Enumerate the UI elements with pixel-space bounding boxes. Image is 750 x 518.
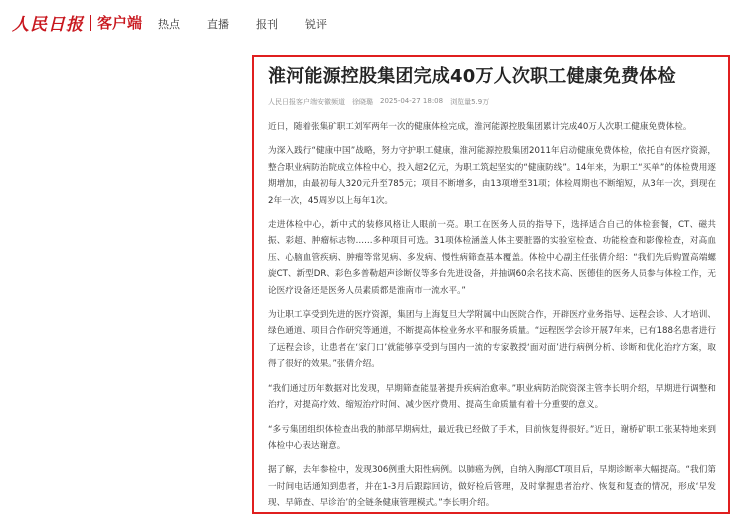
- article-views: 浏览量5.9万: [450, 98, 490, 106]
- logo-wordmark: 人民日报: [12, 15, 84, 35]
- article-paragraph: 据了解，去年参检中，发现306例重大阳性病例。以肺癌为例，自纳入胸部CT项目后，早期诊断率大幅提高。“我们第一时间电话通知到患者，并在1-3月后跟踪回访，做好检后管理，及时掌握患者治疗、恢复和复查的情况，形成‘早发现、早筛查、早诊治’的全链条健康管理模式。”李长明介绍。: [268, 465, 716, 509]
- nav-item-newspaper[interactable]: 报刊: [256, 18, 278, 31]
- article-paragraph: 为深入践行“健康中国”战略，努力守护职工健康，淮河能源控股集团2011年启动健康免费体检，依托自有医疗资源，整合职业病防治院成立体检中心，投入超2亿元，为职工筑起坚实的“健康防线”。14年来，为职工“买单”的体检费用逐期增加，由最初每人320元升至785元；项目不断增多，由13项增至31项；体检周期也不断缩短，从3年一次，到现在2年一次，45周岁以上每年1次。: [268, 146, 716, 206]
- main-nav: [158, 16, 354, 32]
- top-navigation-bar: [0, 0, 750, 46]
- nav-item-live[interactable]: 直播: [207, 18, 229, 31]
- article-paragraph: “多亏集团组织体检查出我的肺部早期病灶，最近我已经做了手术，目前恢复得很好。”近日，谢桥矿职工张某特地来到体检中心表达谢意。: [268, 424, 716, 451]
- nav-item-commentary[interactable]: 锐评: [305, 18, 327, 31]
- site-logo[interactable]: [12, 10, 142, 35]
- article-paragraph: 为让职工享受到先进的医疗资源，集团与上海复旦大学附属中山医院合作，开辟医疗业务指导、远程会诊、人才培训、绿色通道、项目合作研究等通道，不断提高体检业务水平和服务质量。“远程医学会诊开展7年来，已有188名患者进行了远程会诊，让患者在‘家门口’就能够享受到与国内一流的专家教授‘面对面’进行病例分析、诊断和优化治疗方案，取得了很好的效果。”张倩介绍。: [268, 310, 716, 370]
- article-paragraph: 近日，随着张集矿职工刘军两年一次的健康体检完成，淮河能源控股集团累计完成40万人次职工健康免费体检。: [268, 122, 692, 132]
- logo-subtitle: 客户端: [97, 14, 143, 32]
- article-date: 2025-04-27 18:08: [380, 97, 444, 105]
- article-source[interactable]: 人民日报客户端安徽频道: [268, 98, 345, 106]
- logo-divider: [90, 15, 91, 31]
- article-paragraph: 走进体检中心，新中式的装修风格让人眼前一亮。职工在医务人员的指导下，选择适合自己的体检套餐，CT、磁共振、彩超、肿瘤标志物……多种项目可选。31项体检涵盖人体主要脏器的实验室检查、功能检查和影像检查，对高血压、心脑血管疾病、肿瘤等常见病、多发病、慢性病筛查基本覆盖。体检中心副主任张倩介绍：“我们先后购置高端螺旋CT、新型DR、彩色多普勒超声诊断仪等多台先进设备，并抽调60余名技术高、医德佳的医务人员参与体检工作，无论医疗设备还是医务人员素质都是淮南市一流水平。”: [268, 220, 716, 296]
- article-meta: [268, 97, 716, 107]
- article-author: 徐晓璐: [352, 98, 373, 106]
- article-paragraph: “我们通过历年数据对比发现，早期筛查能显著提升疾病治愈率。”职业病防治院资深主管李长明介绍，早期进行调整和治疗，对提高疗效、缩短治疗时间、减少医疗费用、提高生命质量有着十分重要的意义。: [268, 383, 716, 411]
- article-title: 淮河能源控股集团完成40万人次职工健康免费体检: [268, 66, 676, 87]
- article-panel: [252, 55, 730, 514]
- nav-item-hot[interactable]: 热点: [158, 18, 180, 31]
